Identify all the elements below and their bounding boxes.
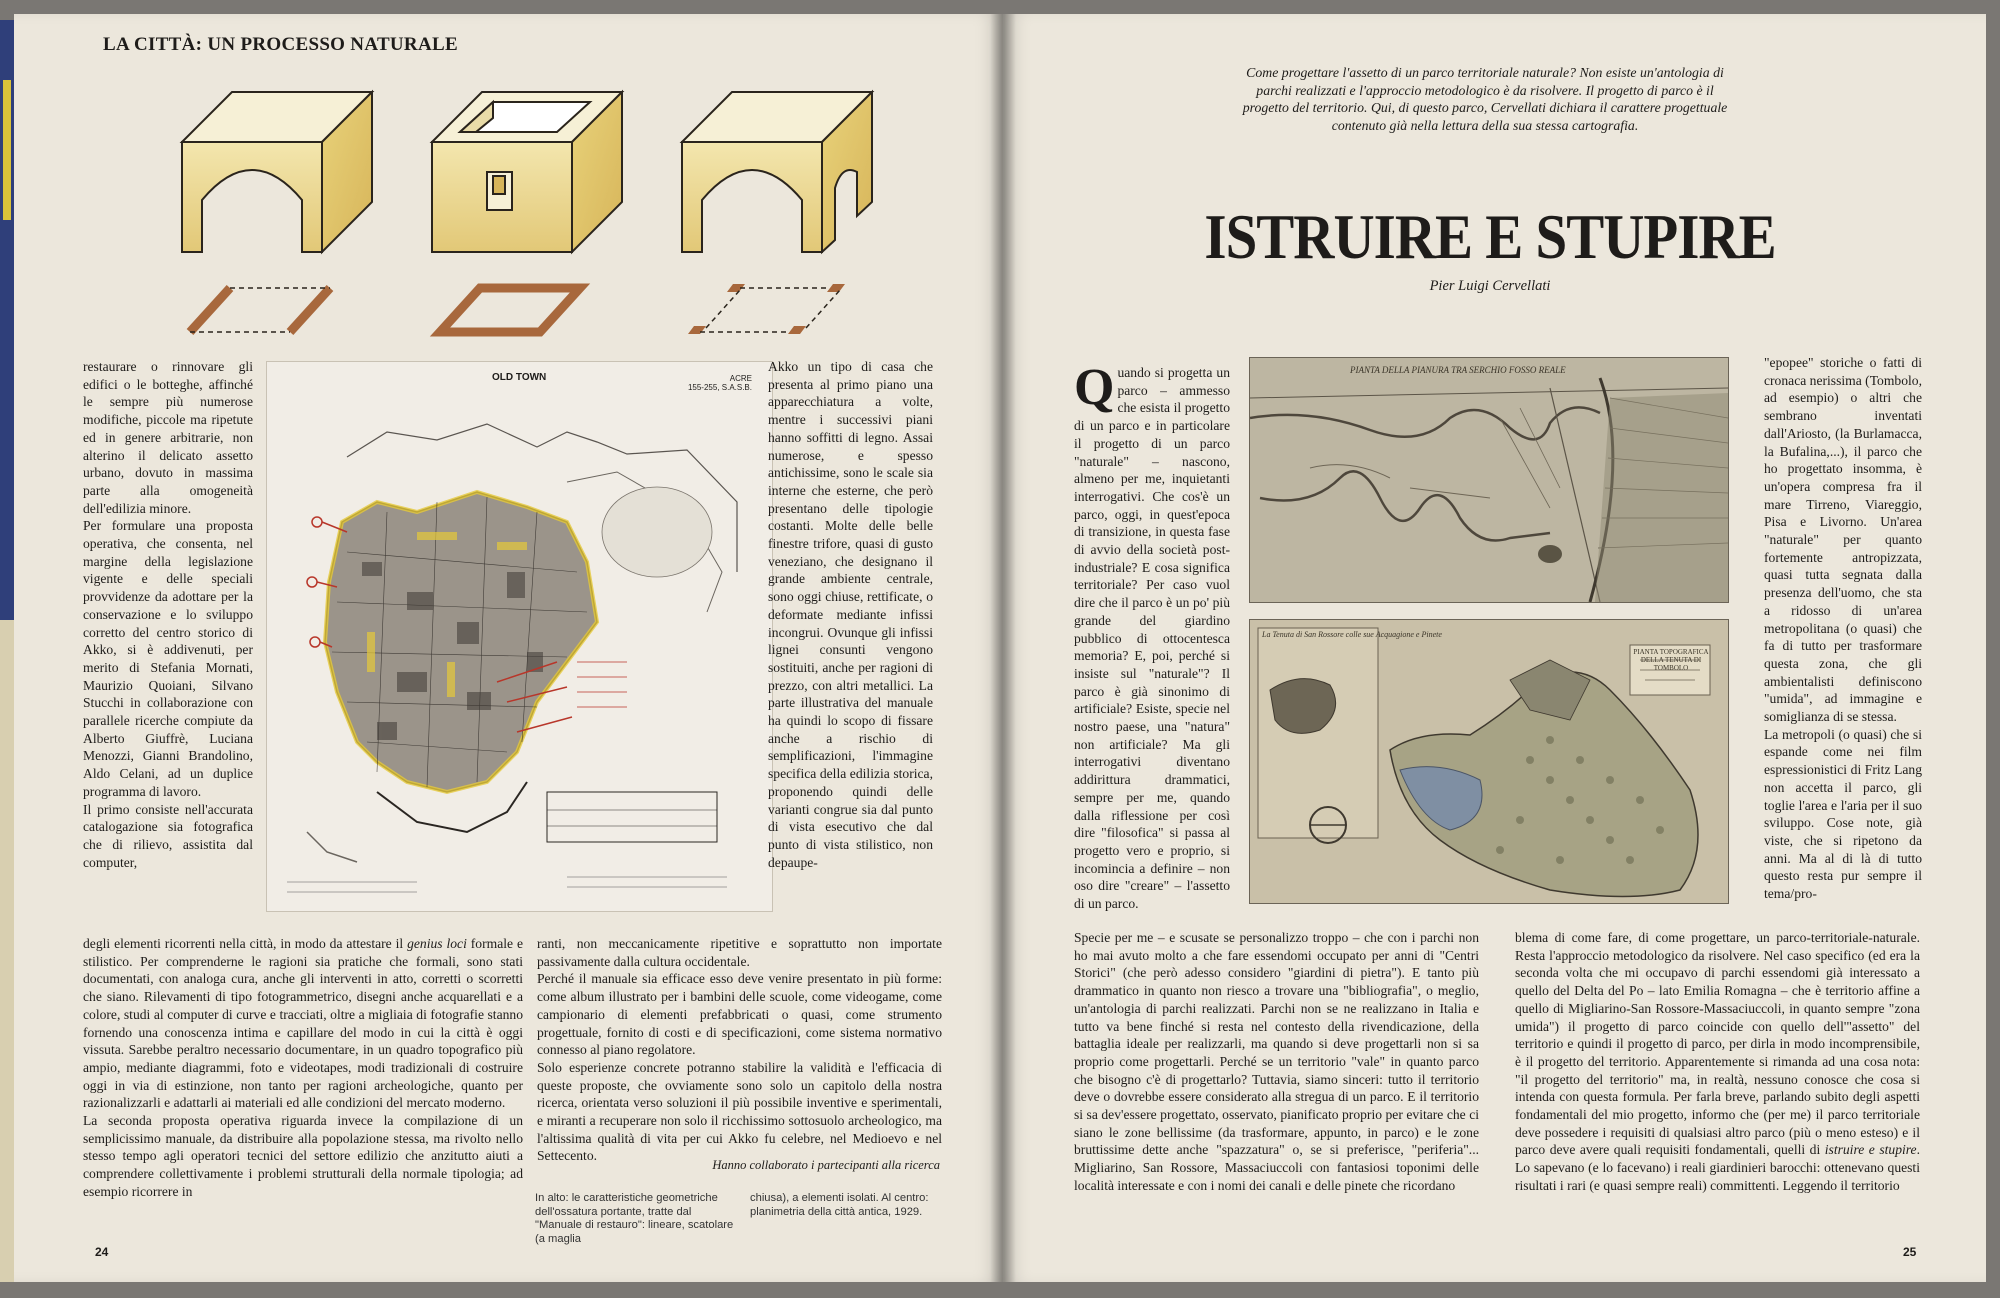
- page-number: 24: [95, 1245, 109, 1259]
- article-column-right-2: [1764, 354, 1922, 903]
- article-column-left-wide: [83, 935, 523, 1201]
- structural-diagram: [160, 80, 880, 350]
- historic-map-tombolo: [1249, 619, 1729, 904]
- historic-map-river-plain: [1249, 357, 1729, 603]
- section-title: LA CITTÀ: UN PROCESSO NATURALE: [103, 34, 458, 55]
- paragraph: La seconda proposta operativa riguarda invece la compilazione di un semplicissimo manuale, da distribuire alla popolazione stessa, ma rivolto nello stesso tempo agli operatori tecnici del settore edilizio che anzitutto aiuti a comprendere collettivamente i problemi strutturali della normale tipologia; ad esempio ricorrere in: [83, 1113, 523, 1199]
- article-column-right-wide-2: blema di come fare, di come progettare, un parco-territoriale-naturale. Resta l'approccio metodologico da risolvere. Nel caso specifico (ed era la seconda volta che mi occupavo di parchi essendomi già interessato a quello del Delta del Po – lato Emilia Romagna – che è territorio affine a quello di Migliarino-San Rossore-Massaciuccoli, in quanto sempre "zona umida") il progetto di parco coincide con quello dell'"assetto" del territorio e quindi il progetto di parco, per dirla in modo incomprensibile, è il progetto del territorio. Apparentemente si rimanda ad una cosa nota: "il progetto del territorio" ma, in realtà, nessuno conosce che cosa si intenda con questa formula. Per farla breve, parlando subito degli aspetti fondamentali del mio progetto, informo che (per me) il parco territoriale deve possedere i requisiti di qualsiasi altro parco (più o meno esteso) e il parco deve avere quali requisiti fondamentali, quelli di istruire e stupire. Lo sapevano (e lo facevano) i reali giardinieri barocchi: ottenevano questi risultati i rari (e quasi sempre reali) committenti. Leggendo il territorio: [1515, 930, 1920, 1193]
- isolated-footprint: [688, 284, 845, 334]
- box-footprint: [440, 288, 580, 332]
- map-title: OLD TOWN: [492, 372, 547, 383]
- article-author: Pier Luigi Cervellati: [1429, 278, 1551, 294]
- paragraph: Solo esperienze concrete potranno stabilire la validità e l'efficacia di queste proposte, che ovviamente sono solo un capitolo della nostra ricerca, orientata verso soluzioni il più possibile inventive e sperimentali, e miranti a recuperare non solo il ricchissimo sottosuolo archeologico, ma l'altissima qualità di vita per cui Akko fu celebre, nel Medioevo e nel Settecento.: [537, 1059, 942, 1164]
- paragraph: "epopee" storiche o fatti di cronaca nerissima (Tombolo, ad esempio) o altri che sembrano inventati dall'Ariosto, (la Burlamacca, la Bufalina,...), il parco che ho progettato insomma, è un'opera compresa fra il mare Tirreno, Viareggio, Pisa e Livorno. Un'area "naturale" per quanto fortemente antropizzata, quasi tutta segnata dalla presenza dell'uomo, che sta a ridosso di un'area metropolitana (o quasi) che fa di tutto per trasformare questa zona, che gli ambientalisti definiscono "umida", ad immagine e somiglianza di se stessa.: [1764, 355, 1922, 725]
- figure-caption: In alto: le caratteristiche geometriche dell'ossatura portante, tratte dal "Manuale di restauro": lineare, scatolare (a maglia: [535, 1192, 734, 1245]
- paragraph: ranti, non meccanicamente ripetitive e soprattutto non importate passivamente dalla cultura occidentale.: [537, 936, 942, 969]
- adjacent-page-edge: [0, 20, 14, 1282]
- article-column-right-1: Quando si progetta un parco – ammesso che esista il progetto di un parco e in particolare il progetto di un parco "naturale" – nascono, almeno per me, inquietanti interrogativi. Che cos'è un parco, oggi, in quest'epoca di transizione, in questa fase di avvio della società post-industriale? E cosa significa territoriale? Per caso vuol dire che il parco è un po' più grande del giardino pubblico di ottocentesca memoria? E, poi, perché si insiste sul "naturale"? Il parco è già sinonimo di artificiale? Esiste, specie nel nostro paese, una "natura" non artificiale? Ma gli interrogativi diventano addirittura drammatici, sempre per me, quando dalla riflessione per così dire "filosofica" si passa al progetto vero e proprio, si incomincia a definire – non oso dire "creare" – l'assetto di un parco.: [1074, 359, 1230, 912]
- akko-city-plan-figure: [266, 361, 773, 912]
- paragraph: Per formulare una proposta operativa, che consenta, nel margine della legislazione vigente e delle speciali provvidenze da adottare per la conservazione e lo sviluppo corretto del centro storico di Akko, si è addivenuti, per merito di Stefania Mornati, Maurizio Quoiani, Silvano Stucchi in collaborazione con parallele ricerche compiute da Alberto Giuffrè, Luciana Menozzi, Gianni Brandolino, Aldo Celani, ad un duplice programma di lavoro.: [83, 518, 253, 799]
- book-spine: [990, 14, 1016, 1282]
- box-frame: [432, 92, 622, 252]
- drop-cap: Q: [1074, 359, 1115, 416]
- paragraph: Perché il manuale sia efficace esso deve venire presentato in più forme: come album illustrato per i bambini delle scuole, come videogame, come campionario di elementi prefabbricati o quasi, come strumento progettuale, fornito di costi e di specificazioni, come sistema normativo connesso al piano regolatore.: [537, 971, 942, 1058]
- credit-line: Hanno collaborato i partecipanti alla ricerca: [712, 1158, 940, 1172]
- linear-footprint: [190, 288, 330, 332]
- paragraph: Il primo consiste nell'accurata catalogazione sia fotografica che di rilievo, assistita dal computer,: [83, 801, 253, 870]
- article-column-mid-wide: [537, 935, 942, 1165]
- article-title: ISTRUIRE E STUPIRE: [1204, 202, 1776, 273]
- article-column-left-narrow: [83, 358, 253, 871]
- city-plan-drawing: [267, 362, 772, 911]
- page-number: 25: [1903, 1245, 1917, 1259]
- paragraph: degli elementi ricorrenti nella città, in modo da attestare il genius loci formale e stilistico. Per comprenderne le ragioni sia pratiche che formali, sono stati documentati, con analoga cura, anche gli interventi in atto, corretti o scorretti che siano. Rilevamenti di tipo fotogrammetrico, disegni anche acquarellati e a colore, studi al computer di curve e tracciati, oltre a migliaia di fotografie stanno fornendo una conoscenza intima e capillare del modo in cui la città è oggi vissuta. Sarebbe peraltro necessario documentare, in un quadro topografico più ampio, mediante diagrammi, foto e videotapes, modi tradizionali di costruire oggi in via di estinzione, non tanto per ragioni archeologiche, quanto per razionalizzarli e adattarli ai materiali ed alle condizioni del mercato moderno.: [83, 936, 523, 1111]
- article-column-right-wide-1: Specie per me – e scusate se personalizzo troppo – che con i parchi non ho mai avuto molto a che fare essendomi occupato per anni di "Centri Storici" (che però adesso considero "giardini di pietra"). E tanto più drammatico in quanto non riesco a trovare una "bibliografia", o meglio, un'antologia di parchi realizzati. Parchi non se ne realizzano in Italia e tutto va bene finché si resta nel contesto della rivendicazione, della battaglia ideale per realizzarli, ma quando si deve progettarli non si sa proprio come progettarli. Perché se un territorio "vale" in quanto parco che bisogno c'è di progettarlo? Tuttavia, siamo sinceri: tutto il territorio deve o dovrebbe essere considerato alla stregua di un parco. E il territorio si sa dev'essere progettato, osservato, pianificato proprio per evitare che ci siano le zone bellissime (da trasformare, appunto, in parco) e le zone bruttissime dette anche "spazzatura" o, se si preferisce, "periferia"... Migliarino, San Rossore, Massaciuccoli con fantasiosi toponimi delle località interessate e con i nomi dei canali e delle pinete che ricordano: [1074, 930, 1479, 1193]
- map-bottom-title: PIANTA TOPOGRAFICA DELLA TENUTA DI TOMBOLO: [1633, 648, 1709, 672]
- map-bottom-inset-title: La Tenuta di San Rossore colle sue Acquagione e Pinete: [1262, 630, 1442, 639]
- isolated-frame-box: [682, 92, 872, 252]
- article-column-mid-narrow: Akko un tipo di casa che presenta al primo piano una apparecchiatura a volte, mentre i successivi piani hanno soffitti di legno. Assai numerose, e spesso antichissime, sono le scale sia interne che esterne, che però presentano delle tipologie costanti. Molte delle belle finestre trifore, quasi di gusto veneziano, che designano il grande ambiente centrale, sono oggi chiuse, rettificate, o deformate mediante infissi incongrui. Ovunque gli infissi lignei consunti vengono sostituiti, anche per ragioni di prezzo, con altri metallici. La parte illustrativa del manuale ha quindi lo scopo di fissare anche a rischio di semplificazioni, l'immagine specifica della edilizia storica, proponendo quindi delle varianti congrue sia dal punto di vista esecutivo che dal punto di vista stilistico, non depaupe-: [768, 359, 933, 870]
- map-top-title: PIANTA DELLA PIANURA TRA SERCHIO FOSSO REALE: [1350, 365, 1566, 375]
- figure-caption: chiusa), a elementi isolati. Al centro: planimetria della città antica, 1929.: [750, 1192, 929, 1218]
- map-subtitle: ACRE 155-255, S.A.S.B.: [687, 374, 752, 392]
- paragraph: restaurare o rinnovare gli edifici o le botteghe, affinché le sempre più numerose modifiche, piccole ma ripetute ed in genere arbitrarie, non alterino il delicato assetto urbano, dovuto in massima parte alla omogeneità dell'edilizia minore.: [83, 359, 253, 516]
- linear-frame-box: [182, 92, 372, 252]
- paragraph: La metropoli (o quasi) che si espande come nei film espressionistici di Fritz Lang non accetta il parco, gli toglie l'area e l'aria per il suo sviluppo. Cose note, già viste, che si ripetono da anni. Ma al di là di tutto questo resta pur sempre il tema/pro-: [1764, 726, 1922, 902]
- article-intro: Come progettare l'assetto di un parco territoriale naturale? Non esiste un'antologia di parchi realizzati e l'approccio metodologico è da risolvere. Il progetto di parco è il progetto del territorio. Qui, di questo parco, Cervellati dichiara il carattere progettuale contenuto già nella lettura della sua stessa cartografia.: [1242, 65, 1728, 133]
